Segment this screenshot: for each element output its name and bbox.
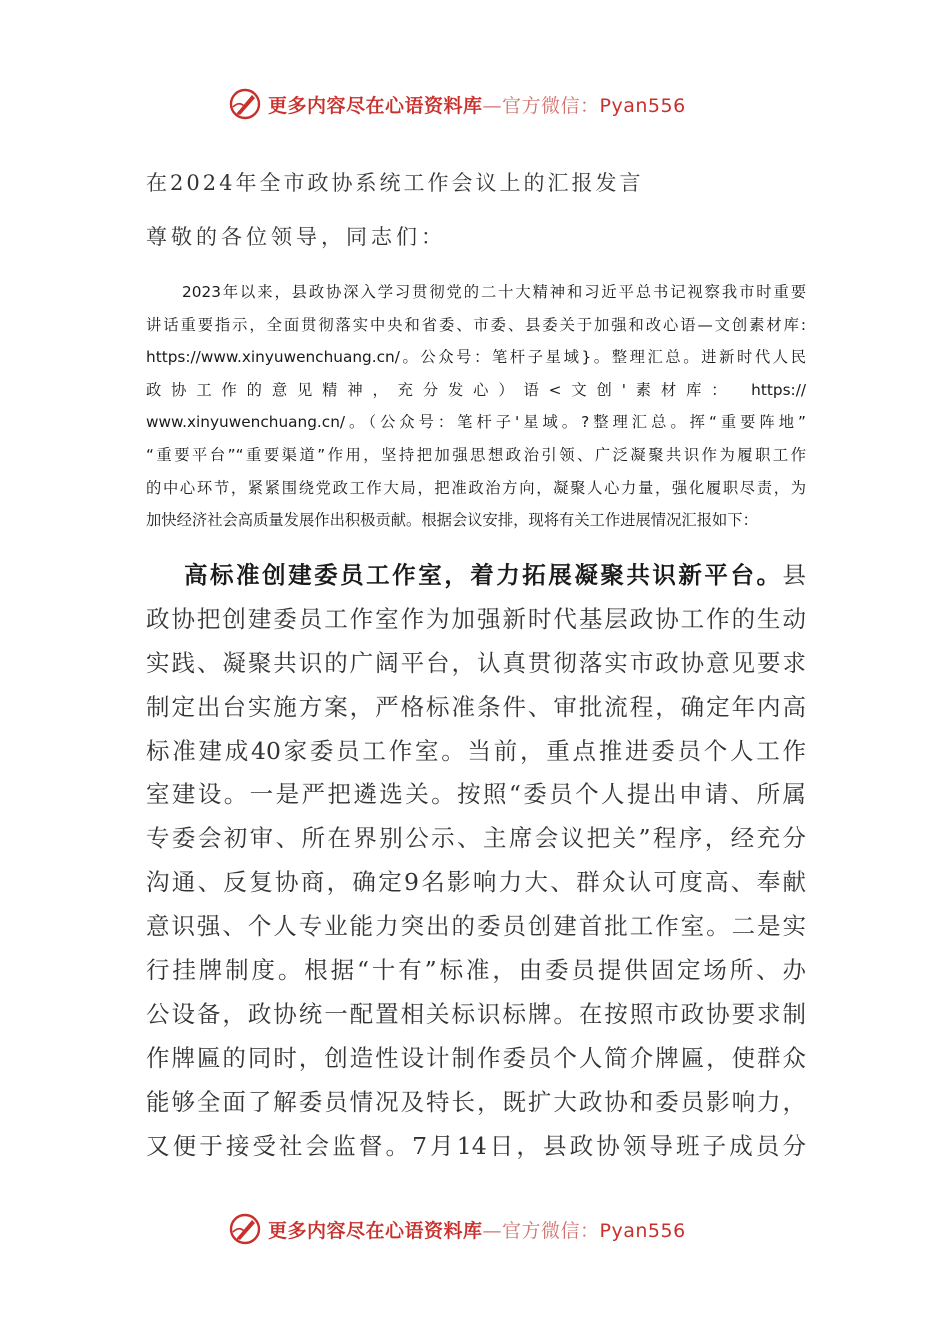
intro-line: 的中心环节，紧紧围绕党政工作大局，把准政治方向，凝聚人心力量，强化履职尽责，为: [146, 478, 806, 497]
banner-wechat-id: Pyan556: [599, 1219, 686, 1242]
intro-line: https://www.xinyuwenchuang.cn/。公众号：笔杆子星域}。整理汇总。进新时代人民: [146, 348, 806, 367]
banner-dash: —: [482, 1219, 503, 1242]
body-line: 实践、凝聚共识的广阔平台，认真贯彻落实市政协意见要求: [146, 648, 806, 677]
intro-paragraph: [146, 276, 806, 537]
banner-wechat-id: Pyan556: [599, 94, 686, 117]
document-title: 在2024年全市政协系统工作会议上的汇报发言: [146, 171, 644, 195]
intro-line: www.xinyuwenchuang.cn/。（公众号：笔杆子'星域。?整理汇总。挥“重要阵地”: [146, 413, 806, 432]
body-line: 制定出台实施方案，严格标准条件、审批流程，确定年内高: [146, 692, 806, 721]
banner-text: [268, 1216, 686, 1243]
banner-main-text: 更多内容尽在心语资料库: [268, 94, 483, 117]
body-line: 又便于接受社会监督。7月14日，县政协领导班子成员分: [146, 1131, 806, 1160]
body-line: 意识强、个人专业能力突出的委员创建首批工作室。二是实: [146, 912, 806, 941]
intro-line: 讲话重要指示，全面贯彻落实中央和省委、市委、县委关于加强和改心语—文创素材库:: [146, 315, 806, 334]
salutation: 尊敬的各位领导，同志们：: [146, 225, 446, 249]
intro-line: “重要平台”“重要渠道”作用，坚持把加强思想政治引领、广泛凝聚共识作为履职工作: [146, 445, 806, 464]
body-line: 室建设。一是严把遴选关。按照“委员个人提出申请、所属: [146, 780, 806, 809]
body-line: 公设备，政协统一配置相关标识标牌。在按照市政协要求制: [146, 999, 806, 1028]
banner-text: [268, 91, 686, 118]
intro-line: 加快经济社会高质量发展作出积极贡献。根据会议安排，现将有关工作进展情况汇报如下：: [146, 511, 758, 530]
body-paragraph: [146, 554, 806, 1168]
body-line: 标准建成40家委员工作室。当前，重点推进委员个人工作: [146, 736, 806, 765]
body-line: 行挂牌制度。根据“十有”标准，由委员提供固定场所、办: [146, 956, 806, 985]
body-line: 沟通、反复协商，确定9名影响力大、群众认可度高、奉献: [146, 868, 806, 897]
header-banner: [228, 84, 686, 124]
intro-line: 2023年以来，县政协深入学习贯彻党的二十大精神和习近平总书记视察我市时重要: [182, 283, 806, 301]
intro-line: 政协工作的意见精神，充分发心）语<文创'素材库： https://: [146, 380, 806, 399]
section-heading: 高标准创建委员工作室，着力拓展凝聚共识新平台。: [184, 561, 783, 589]
body-line: 专委会初审、所在界别公示、主席会议把关”程序，经充分: [146, 824, 806, 853]
quill-logo-icon: [228, 1212, 262, 1246]
body-line: 政协把创建委员工作室作为加强新时代基层政协工作的生动: [146, 604, 806, 633]
banner-official-label: 官方微信：: [502, 1219, 600, 1242]
body-line: 能够全面了解委员情况及特长，既扩大政协和委员影响力，: [146, 1087, 806, 1116]
banner-main-text: 更多内容尽在心语资料库: [268, 1219, 483, 1242]
banner-official-label: 官方微信：: [502, 94, 600, 117]
footer-banner: [228, 1209, 686, 1249]
body-line: 作牌匾的同时，创造性设计制作委员个人简介牌匾，使群众: [146, 1043, 806, 1072]
body-line: [146, 554, 806, 598]
section-heading-tail: 县: [782, 561, 806, 589]
banner-dash: —: [482, 94, 503, 117]
quill-logo-icon: [228, 87, 262, 121]
